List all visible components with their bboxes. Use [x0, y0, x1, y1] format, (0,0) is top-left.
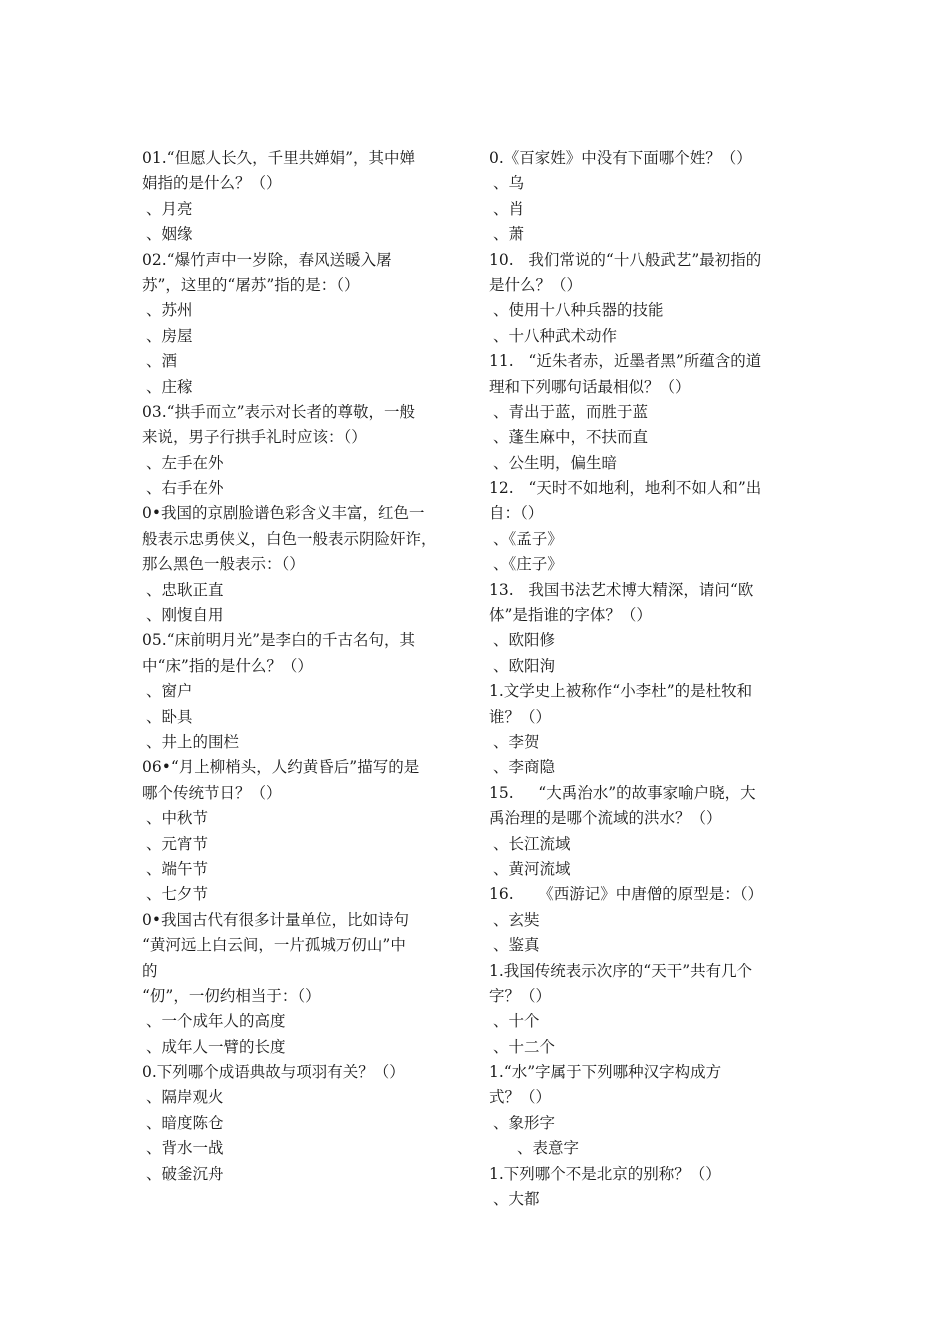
answer-option: 、使用十八种兵器的技能: [493, 301, 664, 320]
answer-option: 、庄稼: [146, 377, 193, 396]
answer-option: 、欧阳洵: [493, 656, 556, 675]
answer-option: 、酒: [146, 352, 178, 371]
answer-option: 、乌: [493, 174, 525, 193]
question-text-line: 0.下列哪个成语典故与项羽有关？（）: [142, 1063, 405, 1082]
question-text-line: 禹治理的是哪个流域的洪水？（）: [489, 809, 722, 828]
answer-option: 、蓬生麻中，不扶而直: [493, 428, 649, 447]
question-text-line: 03.“拱手而立”表示对长者的尊敬，一般: [142, 402, 415, 421]
answer-option: 、端午节: [146, 859, 209, 878]
answer-option: 、姻缘: [146, 225, 193, 244]
answer-option: 、窗户: [146, 682, 193, 701]
question-text-line: 15. “大禹治水”的故事家喻户晓，大: [489, 783, 756, 802]
question-text-line: 02.“爆竹声中一岁除，春风送暖入屠: [142, 250, 392, 269]
answer-option: 、十二个: [493, 1037, 556, 1056]
question-text-line: 0•我国的京剧脸谱色彩含义丰富，红色一: [142, 504, 425, 523]
question-text-line: 哪个传统节日？（）: [142, 783, 282, 802]
answer-option: 、十八种武术动作: [493, 326, 618, 345]
answer-option: 、刚愎自用: [146, 606, 224, 625]
question-text-line: 式？（）: [489, 1088, 552, 1107]
answer-option: 、忠耿正直: [146, 580, 224, 599]
question-text-line: 16. 《西游记》中唐僧的原型是：（）: [489, 885, 764, 904]
right-column: [489, 146, 809, 1212]
answer-option: 、一个成年人的高度: [146, 1012, 286, 1031]
answer-option: 、房屋: [146, 326, 193, 345]
question-text-line: 1.“水”字属于下列哪种汉字构成方: [489, 1063, 722, 1082]
question-text-line: 06•“月上柳梢头，人约黄昏后”描写的是: [142, 758, 420, 777]
answer-option: 、十个: [493, 1012, 540, 1031]
question-text-line: 字？（）: [489, 986, 552, 1005]
answer-option: 、李商隐: [493, 758, 556, 777]
answer-option: 、李贺: [493, 732, 540, 751]
answer-option: 、萧: [493, 225, 525, 244]
left-column: [142, 146, 464, 1187]
answer-option: 、欧阳修: [493, 631, 556, 650]
question-text-line: 05.“床前明月光”是李白的千古名句，其: [142, 631, 415, 650]
answer-option: 、右手在外: [146, 479, 224, 498]
question-text-line: 自：（）: [489, 504, 544, 523]
question-text-line: 01.“但愿人长久，千里共婵娟”，其中婵: [142, 149, 415, 167]
question-text-line: 般表示忠勇侠义，白色一般表示阴险奸诈，: [142, 529, 437, 548]
question-text-line: 的: [142, 961, 158, 980]
question-text-line: “黄河远上白云间，一片孤城万仞山”中: [142, 936, 406, 955]
answer-option: 、象形字: [493, 1113, 556, 1132]
answer-option: 、暗度陈仓: [146, 1113, 224, 1132]
question-text-line: 谁？（）: [489, 707, 552, 726]
answer-option: 、成年人一臂的长度: [146, 1037, 286, 1056]
question-text-line: 娟指的是什么？（）: [142, 174, 282, 193]
answer-option: 、大都: [493, 1190, 540, 1209]
question-text-line: 10. 我们常说的“十八般武艺”最初指的: [489, 250, 762, 269]
answer-option: 、背水一战: [146, 1139, 224, 1158]
question-text-line: 苏”，这里的“屠苏”指的是：（）: [142, 275, 360, 294]
answer-option: 、《孟子》: [493, 529, 563, 548]
question-text-line: 13. 我国书法艺术博大精深，请问“欧: [489, 580, 754, 599]
answer-option: 、隔岸观火: [146, 1088, 224, 1107]
question-text-line: 0•我国古代有很多计量单位，比如诗句: [142, 910, 410, 929]
answer-option: 、肖: [493, 199, 525, 218]
answer-option: 、破釜沉舟: [146, 1164, 224, 1183]
answer-option: 、玄奘: [493, 910, 540, 929]
question-text-line: 理和下列哪句话最相似？（）: [489, 377, 691, 396]
question-text-line: 来说，男子行拱手礼时应该：（）: [142, 428, 367, 447]
question-text-line: 1.下列哪个不是北京的别称？（）: [489, 1164, 721, 1183]
answer-option: 、卧具: [146, 707, 193, 726]
answer-option: 、中秋节: [146, 809, 209, 828]
answer-option: 、七夕节: [146, 885, 209, 904]
question-text-line: 1.文学史上被称作“小李杜”的是杜牧和: [489, 682, 753, 701]
question-text-line: 12. “天时不如地利，地利不如人和”出: [489, 479, 762, 498]
answer-option: 、井上的围栏: [146, 732, 240, 751]
answer-option: 、左手在外: [146, 453, 224, 472]
answer-option: 、长江流域: [493, 834, 571, 853]
answer-option: 、黄河流域: [493, 859, 571, 878]
answer-option: 、元宵节: [146, 834, 209, 853]
question-text-line: “仞”，一仞约相当于：（）: [142, 986, 321, 1005]
answer-option: 、月亮: [146, 199, 193, 218]
question-text-line: 那么黑色一般表示：（）: [142, 555, 305, 574]
answer-option: 、青出于蓝，而胜于蓝: [493, 402, 649, 421]
answer-option: 、苏州: [146, 301, 193, 320]
answer-option: 、公生明，偏生暗: [493, 453, 618, 472]
answer-option: 、鉴真: [493, 936, 540, 955]
answer-option: 、表意字: [517, 1139, 580, 1158]
answer-option: 、《庄子》: [493, 555, 563, 574]
question-text-line: 中“床”指的是什么？（）: [142, 656, 313, 675]
question-text-line: 11. “近朱者赤，近墨者黑”所蕴含的道: [489, 352, 762, 371]
question-text-line: 1.我国传统表示次序的“天干”共有几个: [489, 961, 753, 980]
question-text-line: 体”是指谁的字体？（）: [489, 606, 652, 625]
question-text-line: 是什么？（）: [489, 275, 583, 294]
question-text-line: 0.《百家姓》中没有下面哪个姓？（）: [489, 149, 752, 167]
